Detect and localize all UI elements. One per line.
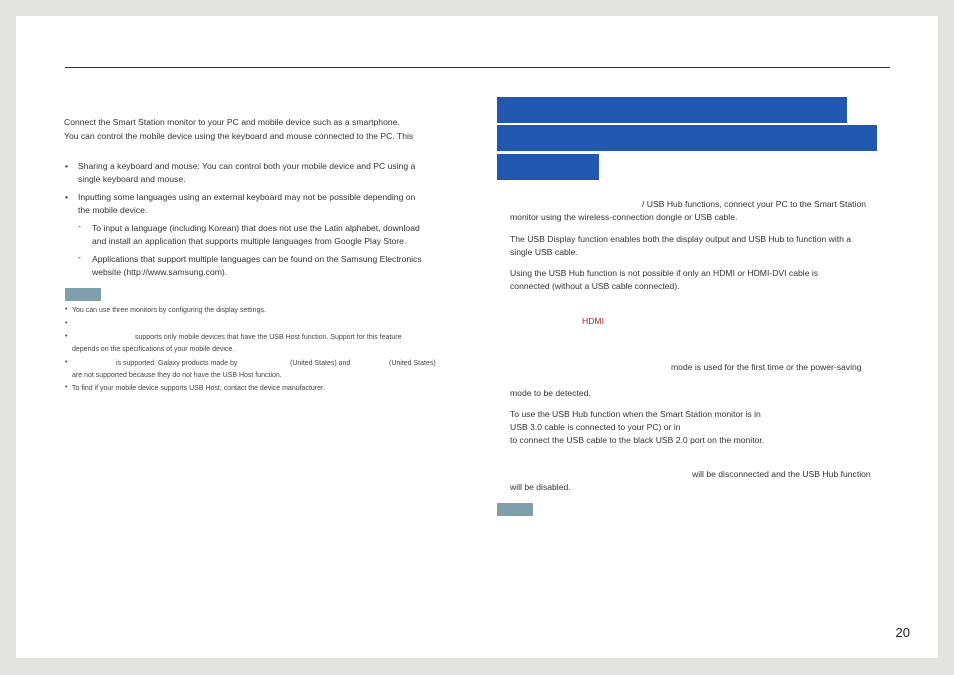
para-3-line-1: Using the USB Hub function is not possible if only an HDMI or HDMI-DVI cable is — [510, 268, 819, 278]
note-icon — [65, 288, 101, 301]
dash-2: - — [78, 252, 81, 262]
para-3-line-2: connected (without a USB cable connected). — [510, 281, 680, 291]
sub-1-line-1: To input a language (including Korean) that does not use the Latin alphabet, download — [92, 223, 420, 233]
note-5: To find if your mobile device supports USB Host, contact the device manufacturer. — [72, 385, 325, 392]
note-icon-right — [497, 503, 533, 516]
note-4-line-1a: is supported. Galaxy products made by — [116, 360, 238, 367]
para-5-line-2: USB 3.0 cable is connected to your PC) or in — [510, 422, 681, 432]
dash-1: - — [78, 221, 81, 231]
para-6-line-1: will be disconnected and the USB Hub function — [692, 469, 871, 479]
bullet-1-line-2: single keyboard and mouse. — [78, 174, 186, 184]
note-4-line-1b: (United States) and — [290, 360, 351, 367]
note-4-line-2: are not supported because they do not have the USB Host function. — [72, 372, 282, 379]
note-1: You can use three monitors by configuring the display settings. — [72, 307, 266, 314]
note-bullet-3: • — [65, 333, 68, 340]
para-4-line-1: mode is used for the first time or the power-saving — [671, 362, 862, 372]
header-rule — [65, 67, 890, 68]
intro-line-1: Connect the Smart Station monitor to your PC and mobile device such as a smartphone. — [64, 117, 400, 127]
note-bullet-1: • — [65, 306, 68, 313]
sub-2-line-2: website (http://www.samsung.com). — [92, 267, 228, 277]
note-bullet-2: • — [65, 320, 68, 327]
heading-bar-1 — [497, 97, 847, 123]
heading-bar-3 — [497, 154, 599, 180]
para-4-line-2: mode to be detected. — [510, 388, 591, 398]
para-1-line-2: monitor using the wireless-connection dongle or USB cable. — [510, 212, 738, 222]
bullet-2-line-2: the mobile device. — [78, 205, 148, 215]
bullet-1: • — [65, 161, 69, 171]
bullet-1-line-1: Sharing a keyboard and mouse: You can control both your mobile device and PC using a — [78, 161, 416, 171]
page-number: 20 — [895, 625, 910, 640]
note-bullet-5: • — [65, 384, 68, 391]
para-5-line-3: to connect the USB cable to the black USB 2.0 port on the monitor. — [510, 435, 765, 445]
manual-page — [16, 16, 938, 658]
heading-bar-2 — [497, 125, 877, 151]
para-6-line-2: will be disabled. — [510, 482, 571, 492]
para-2-line-2: single USB cable. — [510, 247, 578, 257]
bullet-2: • — [65, 192, 69, 202]
sub-2-line-1: Applications that support multiple languages can be found on the Samsung Electronics — [92, 254, 422, 264]
note-4-line-1c: (United States) — [389, 360, 436, 367]
note-3-line-1: supports only mobile devices that have the USB Host function. Support for this feature — [135, 334, 402, 341]
bullet-2-line-1: Inputting some languages using an external keyboard may not be possible depending on — [78, 192, 416, 202]
hdmi-label: HDMI — [582, 316, 604, 326]
para-2-line-1: The USB Display function enables both the display output and USB Hub to function with a — [510, 234, 852, 244]
para-1-line-1: / USB Hub functions, connect your PC to the Smart Station — [642, 199, 867, 209]
sub-1-line-2: and install an application that supports multiple languages from Google Play Store. — [92, 236, 407, 246]
note-bullet-4: • — [65, 359, 68, 366]
intro-line-2: You can control the mobile device using the keyboard and mouse connected to the PC. This — [64, 131, 414, 141]
note-3-line-2: depends on the specifications of your mobile device. — [72, 346, 235, 353]
para-5-line-1: To use the USB Hub function when the Smart Station monitor is in — [510, 409, 761, 419]
